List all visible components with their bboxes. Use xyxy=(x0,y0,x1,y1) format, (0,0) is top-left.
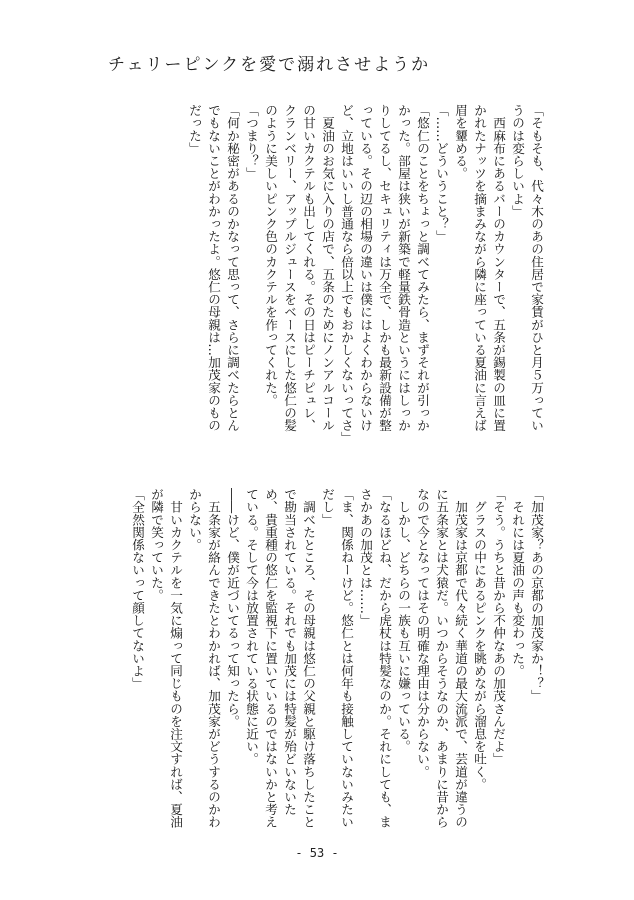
paragraph: 「悠仁のことをちょっと調べてみたら、まずそれが引っかかった。部屋は狭いが新築で軽量鉄骨造というにはしっかりしてるし、セキュリティは万全で、しかも最新設備が整っている。その辺の相場の違いは僕にはよくわからないけど、立地はいいし普通なら倍以上でもおかしくないってさ」 xyxy=(339,104,430,444)
paragraph: それには夏油の声も変わった。 xyxy=(510,488,525,677)
paragraph: 「なるほどね、だから虎杖は特髪なのか。それにしても、まさかあの加茂とは……」 xyxy=(358,488,392,829)
paragraph: 「ま、関係ねーけど。悠仁とは何年も接触していないみたいだし」 xyxy=(320,488,354,829)
chapter-title: チェリーピンクを愛で溺れさせようか xyxy=(108,55,431,75)
paragraph: 「何か秘密があるのかなって思って、さらに調べたらとんでもないことがわかったよ。悠仁の母親は…加茂家のものだった」 xyxy=(187,104,240,432)
paragraph: グラスの中にあるピンクを眺めながら溜息を吐く。 xyxy=(472,488,487,791)
lower-text-column xyxy=(121,488,546,833)
page-number: - 53 - xyxy=(295,846,339,860)
paragraph: 「……どういうこと？」 xyxy=(434,104,449,243)
paragraph: 五条家が絡んできたとわかれば、加茂家がどうするのかわからない。 xyxy=(187,488,221,829)
paragraph: 「加茂家？あの京都の加茂家か！？」 xyxy=(529,488,544,703)
paragraph: 夏油のお気に入りの店で、五条のためにノンアルコールの甘いカクテルも出してくれる。その日はピーチピュレ、クランベリー、アップルジュースをベースにした悠仁の髪のように美しいピンク色のカクテルを作ってくれた。 xyxy=(263,104,335,432)
upper-text-column xyxy=(121,104,546,444)
paragraph: 甘いカクテルを一気に煽って同じものを注文すれば、夏油が隣で笑っていた。 xyxy=(149,488,183,829)
paragraph: 西麻布にあるバーのカウンターで、五条が錫製の皿に置かれたナッツを摘まみながら隣に座っている夏油に言えば眉を顰める。 xyxy=(453,104,506,432)
paragraph: 「そう。うちと昔から不仲なあの加茂さんだよ」 xyxy=(491,488,506,766)
paragraph: 「そもそも、代々木のあの住居で家賃がひと月５万っていうのは変らしいよ」 xyxy=(510,104,544,432)
paragraph: 調べたところ、その母親は悠仁の父親と駆け落ちしたことで勘当されている。それでも加茂には特髪が殆どいないため、貴重種の悠仁を監視下に置いているのではないかと考えている。そして今は放置されている状態に近い。 xyxy=(244,488,316,829)
paragraph: 「つまり？」 xyxy=(244,104,259,180)
paragraph: しかし、どちらの一族も互いに嫌っている。 xyxy=(396,488,411,753)
paragraph: ――けど、僕が近づいてるって知ったら。 xyxy=(225,488,240,728)
paragraph: 加茂家は京都で代々続く華道の最大流派で、芸道が違うのに五条家とは犬猿だ。いつからそうなのか、あまりに昔からなので今となってはその明確な理由は分からない。 xyxy=(415,488,468,829)
paragraph: 「全然関係ないって顔してないよ」 xyxy=(130,488,145,690)
